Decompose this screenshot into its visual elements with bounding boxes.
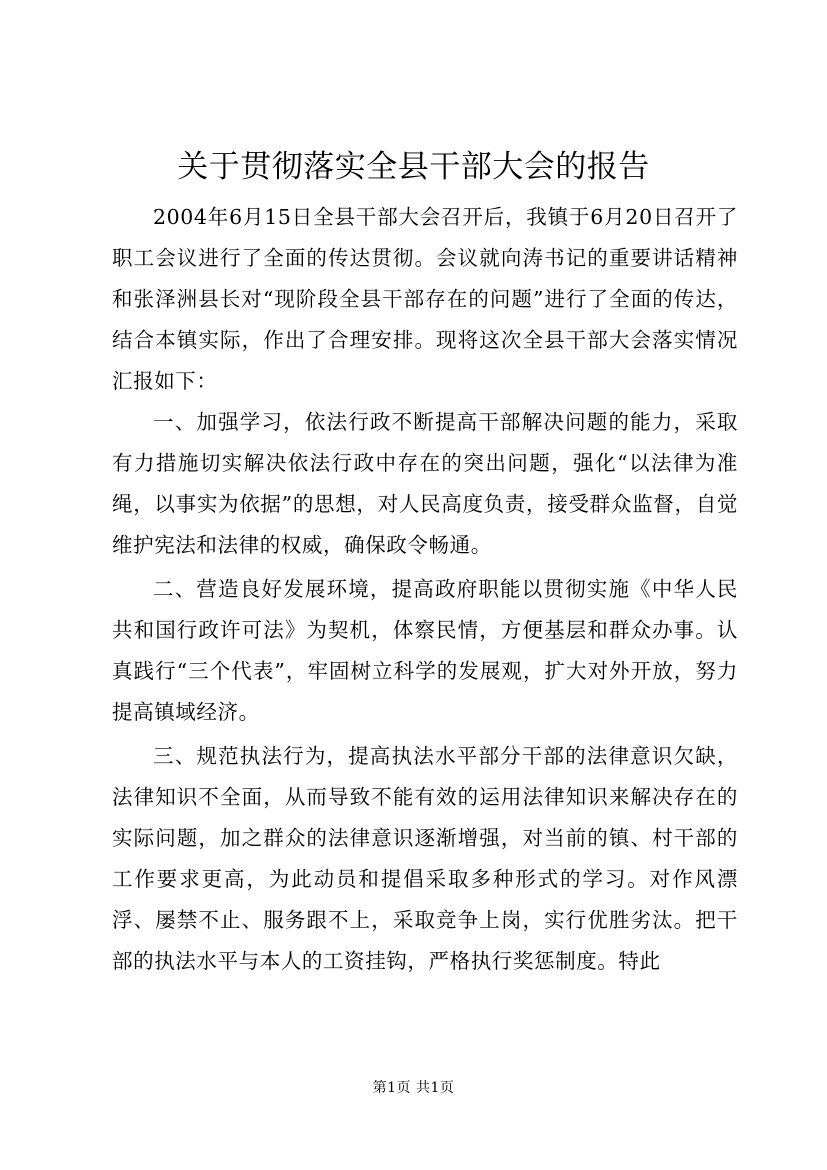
paragraph-point-three: 三、规范执法行为，提高执法水平部分干部的法律意识欠缺，法律知识不全面，从而导致不能有效的运用法律知识来解决存在的实际问题，加之群众的法律意识逐渐增强，对当前的镇、村干部的工作要求更高，为此动员和提倡采取多种形式的学习。对作风漂浮、屡禁不止、服务跟不上，采取竞争上岗，实行优胜劣汰。把干部的执法水平与本人的工资挂钩，严格执行奖惩制度。特此 (112, 744, 738, 973)
page-footer: 第1页 共1页 (372, 1080, 455, 1096)
paragraph-point-one: 一、加强学习，依法行政不断提高干部解决问题的能力，采取有力措施切实解决依法行政中存在的突出问题，强化“以法律为准绳，以事实为依据”的思想，对人民高度负责，接受群众监督，自觉维护宪法和法律的权威，确保政令畅通。 (112, 410, 738, 557)
paragraph-intro: 2004年6月15日全县干部大会召开后，我镇于6月20日召开了职工会议进行了全面的传达贯彻。会议就向涛书记的重要讲话精神和张泽洲县长对“现阶段全县干部存在的问题”进行了全面的传达，结合本镇实际，作出了合理安排。现将这次全县干部大会落实情况汇报如下： (112, 205, 738, 393)
paragraph-point-two: 二、营造良好发展环境，提高政府职能以贯彻实施《中华人民共和国行政许可法》为契机，体察民情，方便基层和群众办事。认真践行“三个代表”，牢固树立科学的发展观，扩大对外开放，努力提高镇域经济。 (112, 577, 738, 724)
document-title: 关于贯彻落实全县干部大会的报告 (177, 149, 650, 185)
document-body (112, 197, 738, 982)
